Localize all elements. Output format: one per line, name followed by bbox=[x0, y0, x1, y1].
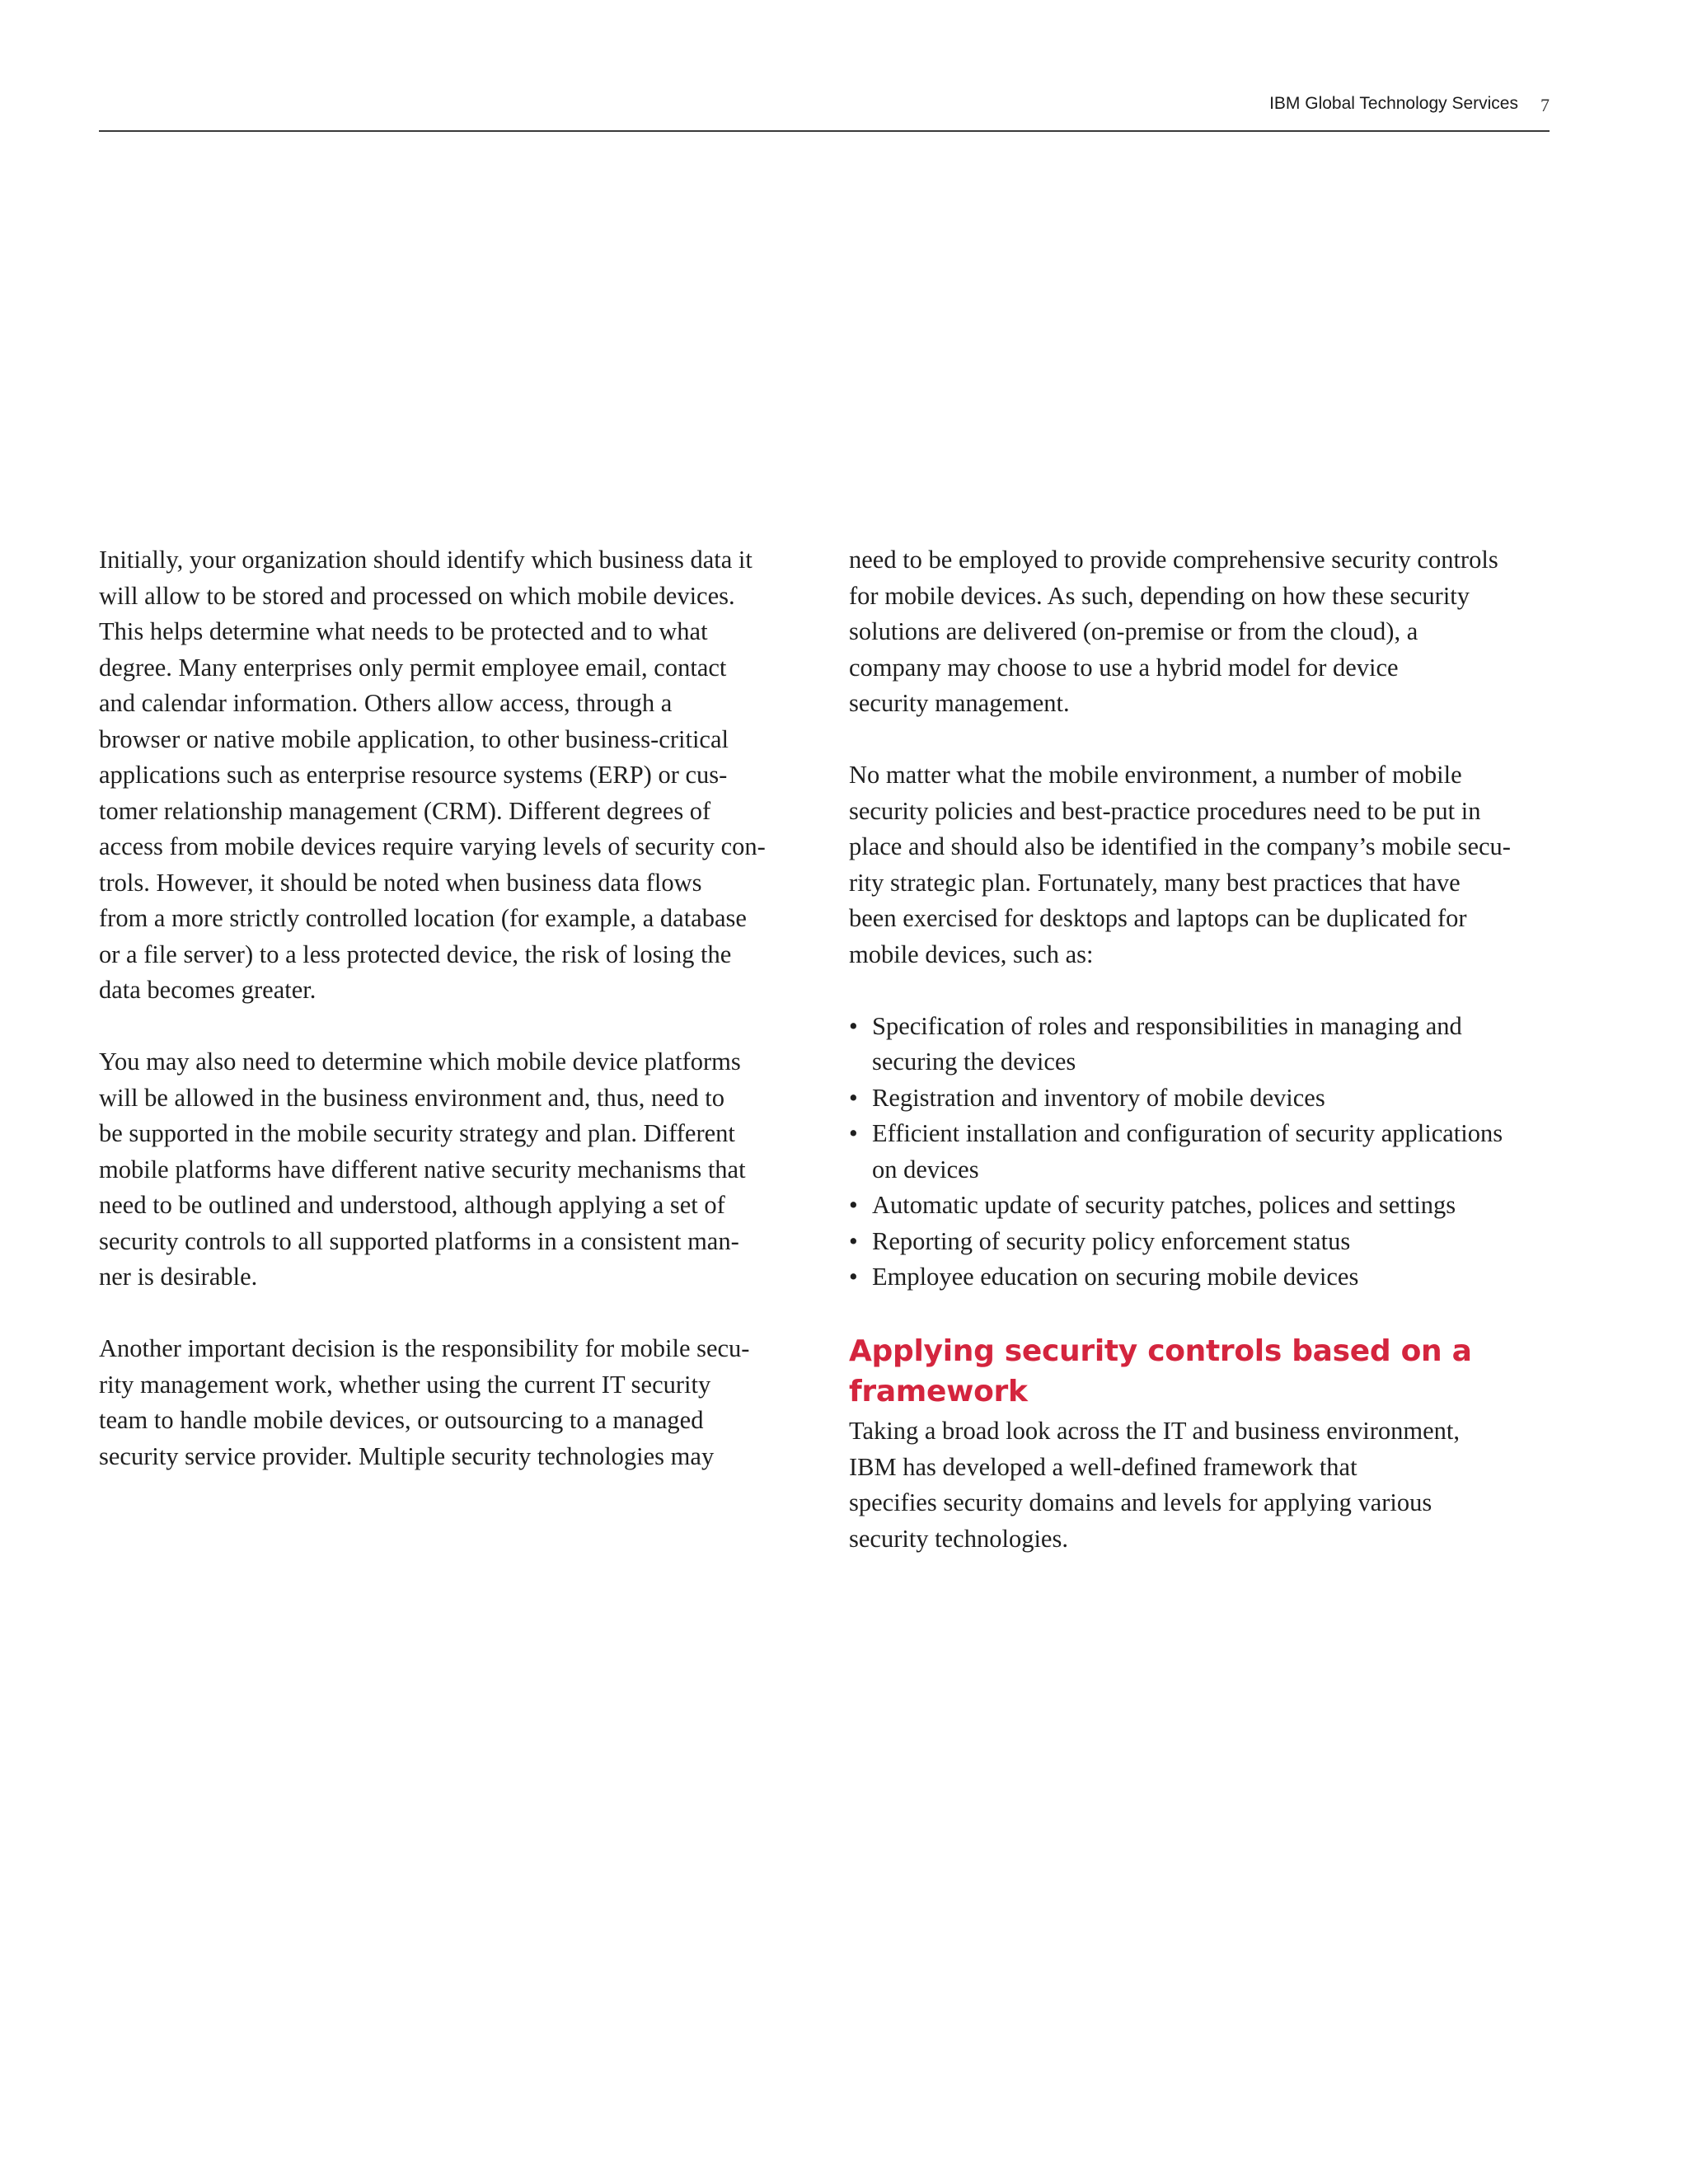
text-line: trols. However, it should be noted when business data flows bbox=[99, 868, 702, 897]
left-column bbox=[99, 542, 791, 1511]
text-line: securing the devices bbox=[872, 1047, 1076, 1076]
paragraph-best-practices bbox=[849, 757, 1550, 972]
text-line: security controls to all supported platforms in a consistent man- bbox=[99, 1226, 739, 1255]
paragraph-security-controls bbox=[849, 542, 1550, 722]
header-title: IBM Global Technology Services bbox=[1269, 94, 1518, 113]
text-line: be supported in the mobile security strategy and plan. Different bbox=[99, 1119, 735, 1147]
list-item bbox=[849, 1009, 1550, 1080]
paragraph-responsibility bbox=[99, 1331, 791, 1474]
text-line: place and should also be identified in the company’s mobile secu- bbox=[849, 832, 1511, 860]
text-line: mobile devices, such as: bbox=[849, 940, 1094, 968]
list-item bbox=[849, 1116, 1550, 1188]
text-line: ner is desirable. bbox=[99, 1263, 258, 1291]
list-item bbox=[849, 1188, 1550, 1224]
text-line: No matter what the mobile environment, a number of mobile bbox=[849, 761, 1462, 789]
right-column bbox=[849, 542, 1550, 1593]
text-line: for mobile devices. As such, depending on how these security bbox=[849, 581, 1470, 610]
list-item bbox=[849, 1259, 1550, 1296]
text-line: mobile platforms have different native security mechanisms that bbox=[99, 1155, 746, 1183]
text-line: rity management work, whether using the current IT security bbox=[99, 1370, 711, 1399]
text-line: security management. bbox=[849, 689, 1070, 717]
text-line: applications such as enterprise resource systems (ERP) or cus- bbox=[99, 761, 728, 789]
text-line: will be allowed in the business environment and, thus, need to bbox=[99, 1083, 724, 1112]
heading-line: Applying security controls based on a bbox=[849, 1334, 1472, 1368]
text-line: from a more strictly controlled location (for example, a database bbox=[99, 904, 747, 932]
text-line: need to be outlined and understood, although applying a set of bbox=[99, 1191, 725, 1219]
text-line: tomer relationship management (CRM). Different degrees of bbox=[99, 796, 711, 825]
list-item bbox=[849, 1080, 1550, 1117]
text-line: This helps determine what needs to be protected and to what bbox=[99, 617, 708, 645]
text-line: degree. Many enterprises only permit employee email, contact bbox=[99, 653, 727, 682]
text-line: access from mobile devices require varying levels of security con- bbox=[99, 832, 766, 860]
page-header bbox=[99, 92, 1550, 132]
best-practices-list bbox=[849, 1009, 1550, 1296]
text-line: on devices bbox=[872, 1155, 979, 1183]
text-line: browser or native mobile application, to other business-critical bbox=[99, 724, 729, 753]
text-line: • Efficient installation and configuration of security applications bbox=[872, 1119, 1503, 1147]
text-line: security technologies. bbox=[849, 1524, 1068, 1553]
text-line: need to be employed to provide comprehensive security controls bbox=[849, 546, 1498, 574]
text-line: • Employee education on securing mobile devices bbox=[872, 1263, 1359, 1291]
text-line: • Registration and inventory of mobile devices bbox=[872, 1083, 1325, 1112]
text-line: • Reporting of security policy enforcement status bbox=[872, 1226, 1351, 1255]
text-line: will allow to be stored and processed on which mobile devices. bbox=[99, 581, 735, 610]
text-line: Initially, your organization should identify which business data it bbox=[99, 546, 753, 574]
text-line: Another important decision is the responsibility for mobile secu- bbox=[99, 1334, 750, 1362]
text-line: • Automatic update of security patches, polices and settings bbox=[872, 1191, 1456, 1219]
text-line: security service provider. Multiple security technologies may bbox=[99, 1441, 715, 1470]
text-line: security policies and best-practice procedures need to be put in bbox=[849, 796, 1481, 825]
text-line: rity strategic plan. Fortunately, many best practices that have bbox=[849, 868, 1461, 897]
text-line: and calendar information. Others allow access, through a bbox=[99, 689, 673, 717]
text-line: Taking a broad look across the IT and business environment, bbox=[849, 1417, 1460, 1445]
paragraph-data-identification bbox=[99, 542, 791, 1009]
section-heading bbox=[849, 1331, 1550, 1412]
page-number: 7 bbox=[1540, 95, 1550, 115]
text-line: or a file server) to a less protected device, the risk of losing the bbox=[99, 940, 732, 968]
text-line: solutions are delivered (on-premise or from the cloud), a bbox=[849, 617, 1418, 645]
heading-line: framework bbox=[849, 1375, 1028, 1408]
text-line: company may choose to use a hybrid model for device bbox=[849, 653, 1399, 682]
text-line: IBM has developed a well-defined framework that bbox=[849, 1452, 1357, 1481]
text-line: team to handle mobile devices, or outsourcing to a managed bbox=[99, 1406, 704, 1434]
text-line: data becomes greater. bbox=[99, 976, 316, 1004]
text-line: specifies security domains and levels for applying various bbox=[849, 1488, 1432, 1516]
text-line: been exercised for desktops and laptops can be duplicated for bbox=[849, 904, 1467, 932]
paragraph-framework bbox=[849, 1413, 1550, 1557]
text-line: • Specification of roles and responsibilities in managing and bbox=[872, 1011, 1462, 1040]
list-item bbox=[849, 1224, 1550, 1260]
paragraph-device-platforms bbox=[99, 1044, 791, 1296]
text-line: You may also need to determine which mobile device platforms bbox=[99, 1047, 741, 1076]
